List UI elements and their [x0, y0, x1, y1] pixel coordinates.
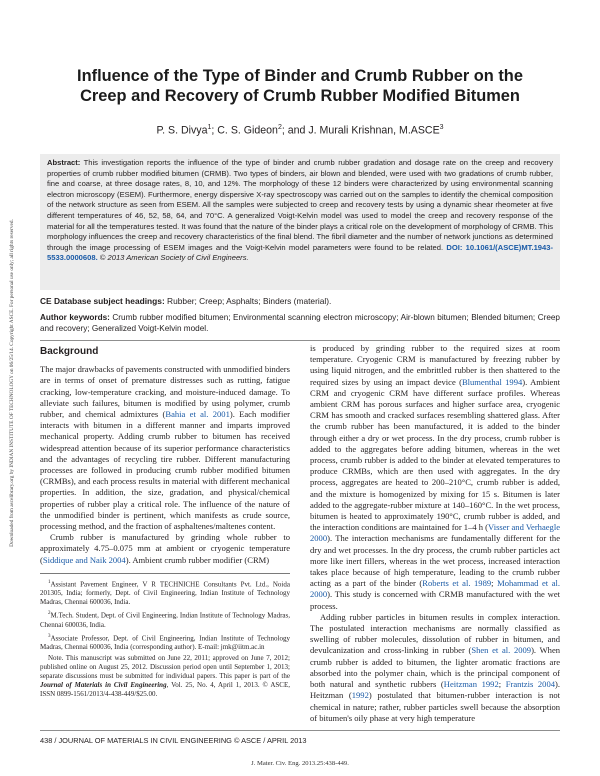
background-paragraph-1 — [40, 364, 290, 532]
note-text: Note. This manuscript was submitted on June 22, 2011; approved on June 7, 2012; published online on August 25, 2012. Discussion period open until September 1, 2013; separate discussions must be submitted for individual papers. This paper is part of the — [40, 653, 290, 680]
author-1-mark: 1 — [207, 124, 212, 131]
text-run: is produced by grinding rubber to the required sizes at room temperature. Cryogenic CRM is manufactured by freezing rubber by using liquid nitrogen, and the embrittled rubber is then shattered to the required sizes by using an impact device ( — [310, 343, 560, 387]
abstract-label: Abstract: — [47, 158, 81, 167]
author-list — [40, 124, 560, 137]
paper-title — [40, 66, 560, 106]
footnote-text: Assistant Pavement Engineer, V R TECHNICHE Consultants Pvt. Ltd., Noida 201305, India; formerly, Dept. of Civil Engineering, Indian Institute of Technology Madras, Chennai 600036, India. — [40, 580, 290, 607]
footnote-text: Associate Professor, Dept. of Civil Engineering, Indian Institute of Technology Madras, Chennai 600036, India (corresponding author). E-mail: jmk@iitm.ac.in — [40, 633, 290, 651]
citation-link[interactable]: Visser and Verhaegle 2000 — [310, 522, 560, 544]
footnote-mark: 1 — [48, 579, 51, 585]
author-keywords — [40, 312, 560, 335]
text-run: Adding rubber particles in bitumen results in complex interaction. The postulated interaction mechanisms are normally classified as swelling of rubber molecules, dissolution of rubber in bitumen, and devulcanization and cross-linking in rubber ( — [310, 611, 560, 656]
page-footer: 438 / JOURNAL OF MATERIALS IN CIVIL ENGINEERING © ASCE / APRIL 2013 — [40, 736, 307, 745]
citation-link[interactable]: Blumenthal 1994 — [461, 376, 523, 387]
subject-label: CE Database subject headings: — [40, 296, 165, 306]
footnote-mark: 3 — [48, 633, 51, 639]
text-run: The major drawbacks of pavements constructed with unmodified binders are in terms of onset of premature distresses such as rutting, fatigue cracking, low-temperature cracking, and moisture-induced damage. To alleviate such failures, bitumen is modified by using polymer, crumb rubber, and chemical admixtures ( — [40, 364, 290, 420]
footer-divider — [40, 730, 560, 731]
text-run: ). Ambient CRM and cryogenic CRM have different surface profiles. Whereas ambient CRM has porous surfaces and higher surface area, cryogenic CRM has smooth and cracked surfaces resembling shattered glass. After the crumb rubber has been manufactured, it is added to the binder through either a dry or wet process. In the dry process, crumb rubber is added to the aggregates before adding bitumen, whereas in the wet process, crumb rubber is added to the binder at elevated temperatures to produce CRMBs, which are then used with aggregates. In the dry process, aggregates are heated to 200–210°C, crumb rubber is added, and the mixture is homogenized by mixing for 15 s. Bitumen is later added to the aggregate-rubber mixture at 140–160°C. In the wet process, bitumen is heated to approximately 190°C, crumb rubber is added, and the interaction conditions are maintained for 1–4 h ( — [310, 376, 560, 533]
citation-link[interactable]: Roberts et al. 1989 — [422, 578, 492, 589]
text-run: ). When crumb rubber is added to bitumen, the lighter aromatic fractions are absorbed into the polymer chain, which is the principal component of both natural and synthetic rubbers ( — [310, 645, 561, 690]
right-column — [310, 343, 560, 724]
author-2: ; C. S. Gideon — [211, 124, 278, 137]
citation-link[interactable]: Mohammad et al. 2000 — [310, 578, 560, 600]
keywords-text: Crumb rubber modified bitumen; Environmental scanning electron microscopy; Air-blown bitumen; Blended bitumen; Creep and recovery; Generalized Voigt-Kelvin model. — [40, 313, 560, 334]
footnote-2 — [40, 609, 290, 629]
footnote-1 — [40, 578, 290, 607]
text-run: Crumb rubber is manufactured by grinding whole rubber to approximately 4.75–0.075 mm at ambient or cryogenic temperature ( — [40, 532, 290, 565]
abstract-text: This investigation reports the influence of the type of binder and crumb rubber gradation and dosage rate on the creep and recovery properties of crumb rubber modified bitumen (CRMB). Two types of binders, air blown and blended, were used with two gradations of crumb rubber, fine and coarse, at three dosage rates, 8, 10, and 12%. The morphology of these 12 binders were characterized by using environmental scanning electron microscopy (ESEM). Furthermore, energy dispersive X-ray spectroscopy was carried out on the samples to identify the chemical composition of the network structure as seen from ESEM. All the samples were subjected to creep and recovery tests by using a dynamic shear rheometer at five different temperatures of 46, 52, 58, 64, and 70°C. A generalized Voigt-Kelvin model was used to model the creep and recovery response of the material for all the temperatures tested. It was found that the nature of the binder plays a critical role on the development of morphology of CRMB. This morphology influences the creep and recovery characteristics of the final blend. The fibril diameter and the number of network junctions as determined through the image processing of ESEM images and the Voigt-Kelvin model parameters were found to be related. — [47, 158, 553, 252]
author-2-mark: 2 — [277, 124, 282, 131]
text-run: ). The interaction mechanisms are fundamentally different for the dry and wet processes. In the dry process, the crumb rubber particles act more like inert fillers, whereas in the wet process, increased interaction takes place because of high temperature, leading to the crumb rubber acting as a part of the binder ( — [310, 533, 560, 589]
abstract-copyright: © 2013 American Society of Civil Engineers. — [97, 253, 249, 263]
text-run: ; — [491, 578, 498, 589]
citation-link[interactable]: 1992 — [351, 690, 369, 701]
footnote-divider — [40, 573, 290, 574]
note-text: , Vol. 25, No. 4, April 1, 2013. © ASCE, ISSN 0899-1561/2013/4-438-449/$25.00. — [40, 680, 290, 698]
doi-link[interactable]: DOI: 10.1061/(ASCE)MT.1943-5533.0000608. — [47, 242, 553, 263]
page-citation: J. Mater. Civ. Eng. 2013.25:438-449. — [251, 760, 349, 767]
abstract-box — [40, 154, 560, 290]
text-run: ). Heitzman ( — [310, 679, 560, 701]
citation-link[interactable]: Heitzman 1992 — [443, 679, 499, 690]
footnote-mark: 2 — [48, 611, 51, 617]
submission-note — [40, 654, 290, 699]
text-run: ). Each modifier interacts with bitumen in a different manner and imparts improved mechanical property. Adding crumb rubber to bitumen has received widespread attention because of its superior performance characteristics and the advantages of recycling tire rubber. Different manufacturing processes are followed in producing crumb rubber modified bitumen (CRMBs), and each process results in material with different mechanical properties. In addition, the size, gradation, and physical/chemical properties of rubber play a critical role. The influence of the nature of the unmodified binder is pertinent, which manifests as crude source, processing method, and the fraction of asphaltenes/maltenes content. — [40, 409, 290, 532]
keywords-label: Author keywords: — [40, 313, 110, 322]
title-line-1: Influence of the Type of Binder and Crumb Rubber on the — [77, 67, 523, 85]
author-1: P. S. Divya — [156, 124, 208, 137]
author-3: ; and J. Murali Krishnan, M.ASCE — [281, 124, 440, 137]
text-run: ) postulated that bitumen-rubber interaction is not chemical in nature; rather, rubber particles swell because the absorption of bitumen's oily phase at very high temperature — [310, 690, 560, 723]
footnote-text: M.Tech. Student, Dept. of Civil Engineering, Indian Institute of Technology Madras, Chennai 600036, India. — [40, 611, 290, 629]
citation-link[interactable]: Shen et al. 2009 — [471, 645, 532, 656]
citation-link[interactable]: Bahia et al. 2001 — [165, 409, 230, 420]
section-divider — [40, 340, 560, 341]
text-run: ). This study is concerned with CRMB manufactured with the wet process. — [310, 589, 560, 611]
citation-link[interactable]: Siddique and Naik 2004 — [42, 554, 126, 565]
left-column — [40, 343, 290, 701]
text-run: ; — [498, 679, 506, 690]
title-line-2: Creep and Recovery of Crumb Rubber Modified Bitumen — [80, 87, 520, 105]
journal-name: Journal of Materials in Civil Engineering — [40, 680, 167, 689]
right-paragraph-1 — [310, 343, 560, 612]
subject-headings — [40, 296, 560, 306]
footnote-3 — [40, 632, 290, 652]
right-paragraph-2 — [310, 612, 560, 724]
background-paragraph-2 — [40, 532, 290, 566]
download-notice: Downloaded from ascelibrary.org by INDIAN INSTITUTE OF TECHNOLOGY on 06/25/14. Copyright ASCE. For personal use only; all rights reserved. — [9, 219, 15, 547]
citation-link[interactable]: Frantzis 2004 — [505, 679, 555, 690]
author-3-mark: 3 — [439, 124, 444, 131]
background-heading: Background — [40, 346, 99, 357]
subject-text: Rubber; Creep; Asphalts; Binders (material). — [164, 296, 332, 306]
text-run: ). Ambient crumb rubber modifier (CRM) — [125, 554, 270, 565]
